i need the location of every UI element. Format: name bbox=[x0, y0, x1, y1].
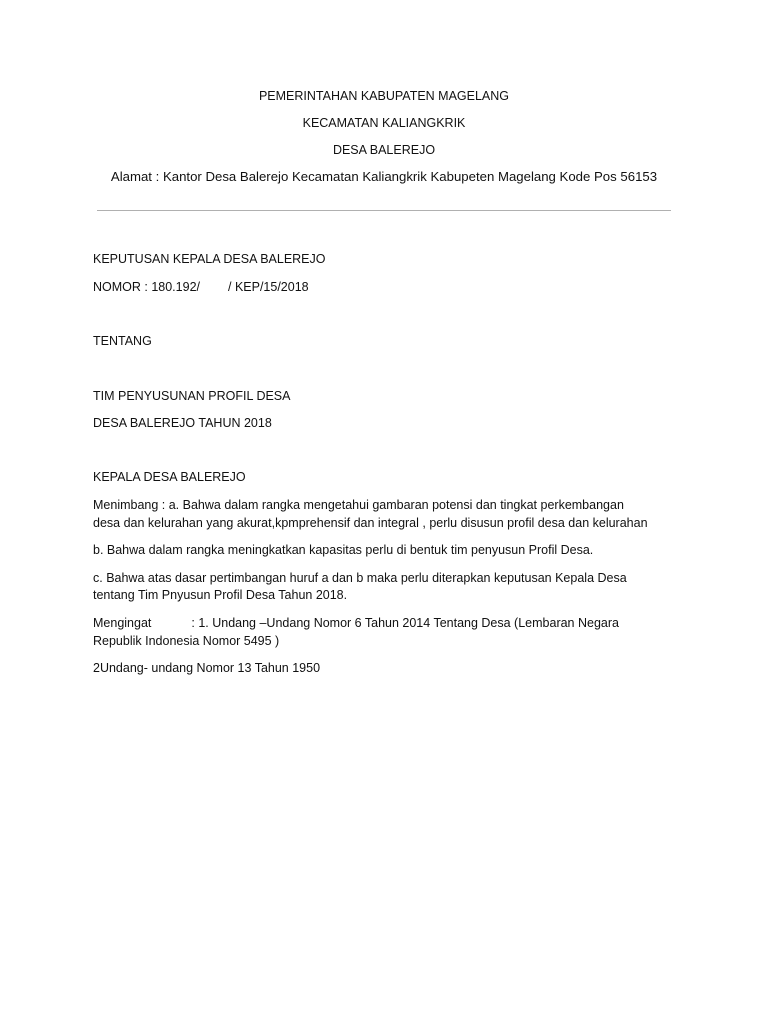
subject-line-1: TIM PENYUSUNAN PROFIL DESA bbox=[93, 389, 291, 403]
header-address: Alamat : Kantor Desa Balerejo Kecamatan Kaliangkrik Kabupeten Magelang Kode Pos 56153 bbox=[110, 169, 658, 184]
header-government: PEMERINTAHAN KABUPATEN MAGELANG bbox=[258, 89, 510, 103]
header-district: KECAMATAN KALIANGKRIK bbox=[302, 116, 466, 130]
decree-title: KEPUTUSAN KEPALA DESA BALEREJO bbox=[93, 252, 326, 266]
remembering-item-1-line-2: Republik Indonesia Nomor 5495 ) bbox=[93, 634, 280, 648]
header-divider bbox=[97, 210, 671, 211]
decree-number-right: / KEP/15/2018 bbox=[228, 280, 309, 294]
about-label: TENTANG bbox=[93, 334, 152, 348]
decree-number-left: NOMOR : 180.192/ bbox=[93, 280, 200, 294]
subject-line-2: DESA BALEREJO TAHUN 2018 bbox=[93, 416, 272, 430]
remembering-item-1-text: : 1. Undang –Undang Nomor 6 Tahun 2014 Tentang Desa (Lembaran Negara bbox=[191, 616, 619, 630]
considering-a-line-1: Menimbang : a. Bahwa dalam rangka mengetahui gambaran potensi dan tingkat perkembangan bbox=[93, 498, 624, 512]
considering-c-line-1: c. Bahwa atas dasar pertimbangan huruf a dan b maka perlu diterapkan keputusan Kepala Desa bbox=[93, 571, 627, 585]
remembering-item-2: 2Undang- undang Nomor 13 Tahun 1950 bbox=[93, 661, 321, 675]
header-village: DESA BALEREJO bbox=[332, 143, 436, 157]
considering-b: b. Bahwa dalam rangka meningkatkan kapasitas perlu di bentuk tim penyusun Profil Desa. bbox=[93, 543, 594, 557]
issuer: KEPALA DESA BALEREJO bbox=[93, 470, 246, 484]
remembering-item-1-line-1 bbox=[93, 615, 619, 631]
decree-number bbox=[93, 279, 309, 295]
remembering-label: Mengingat bbox=[93, 616, 152, 630]
considering-a-line-2: desa dan kelurahan yang akurat,kpmprehensif dan integral , perlu disusun profil desa dan kelurahan bbox=[93, 516, 648, 530]
considering-c-line-2: tentang Tim Pnyusun Profil Desa Tahun 2018. bbox=[93, 588, 348, 602]
